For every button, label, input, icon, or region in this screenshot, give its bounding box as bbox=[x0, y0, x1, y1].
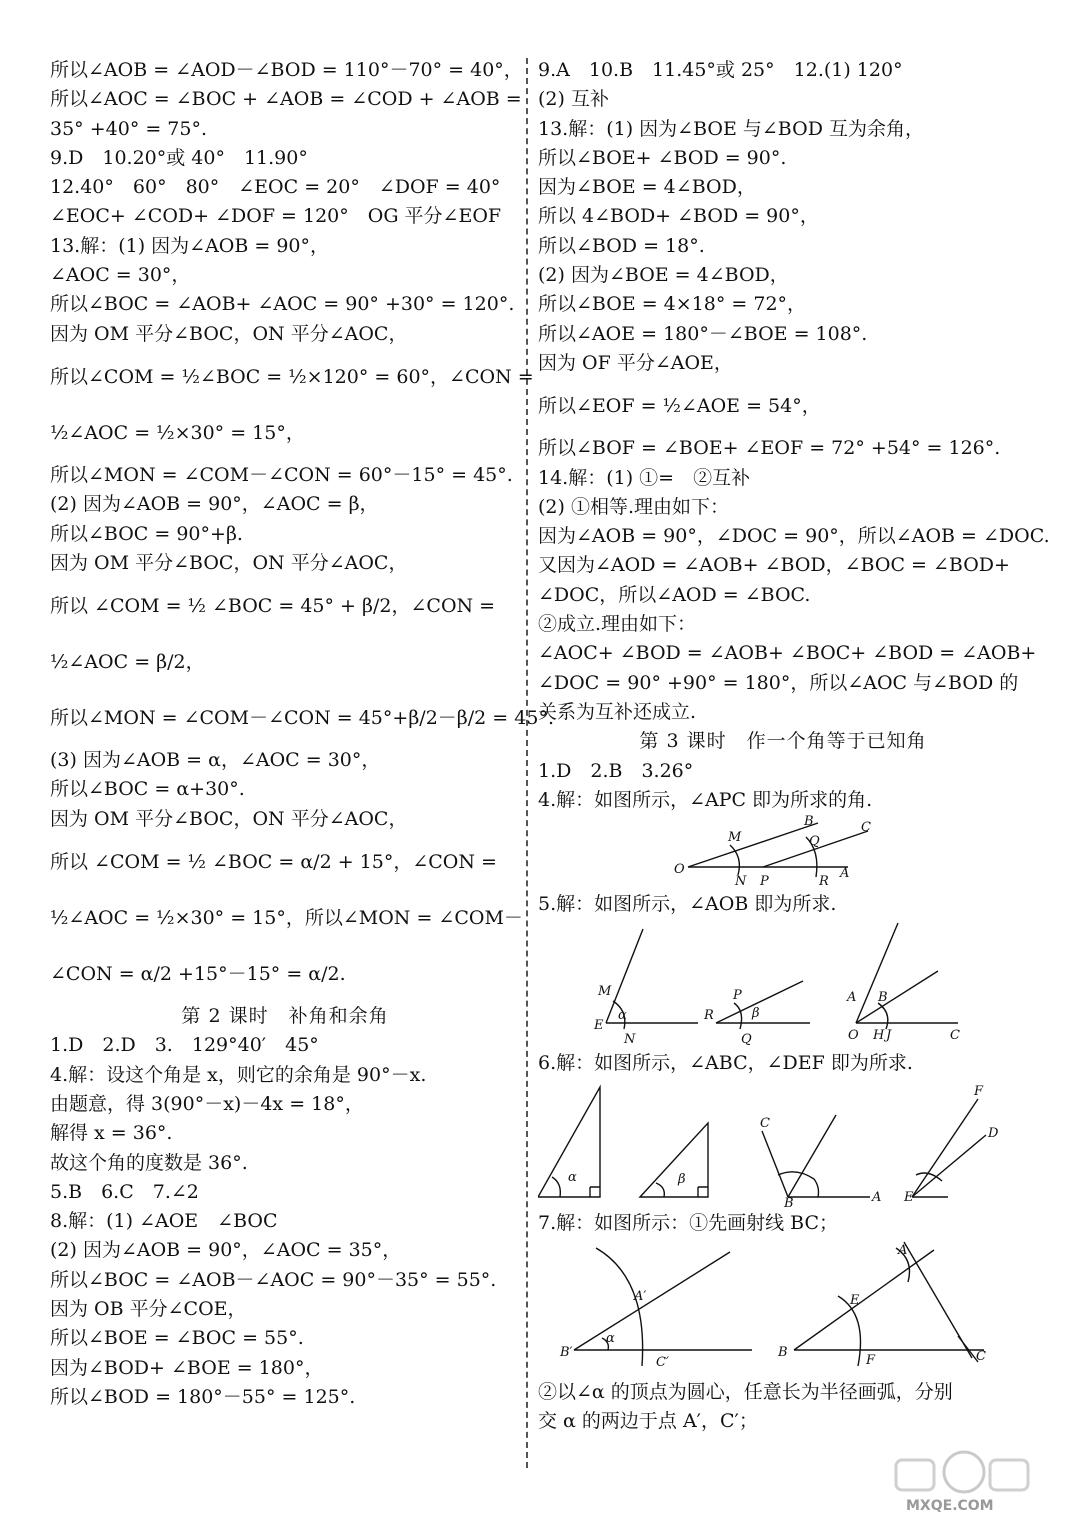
text-line: 1.D 2.D 3. 129°40′ 45° bbox=[50, 1034, 319, 1057]
text-line: 所以∠MON = ∠COM－∠CON = 45°+β/2－β/2 = 45°. bbox=[50, 707, 554, 730]
angle-label: α bbox=[568, 1169, 577, 1185]
text-line: ∠AOC = 30°， bbox=[50, 264, 191, 287]
text-line: ②成立.理由如下： bbox=[538, 613, 697, 636]
text-line: (2) 因为∠BOE = 4∠BOD， bbox=[538, 264, 789, 287]
point-label: A bbox=[847, 990, 857, 1006]
text-line: 关系为互补还成立. bbox=[538, 700, 697, 723]
text-line: ∠AOC+ ∠BOD = ∠AOB+ ∠BOC+ ∠BOD = ∠AOB+ bbox=[538, 642, 1037, 665]
text-line: 故这个角的度数是 36°. bbox=[50, 1151, 248, 1174]
point-label: A bbox=[840, 866, 850, 882]
text-line: 9.A 10.B 11.45°或 25° 12.(1) 120° bbox=[538, 59, 903, 81]
point-label: C′ bbox=[656, 1355, 669, 1371]
point-label: C bbox=[760, 1115, 770, 1131]
point-label: A′ bbox=[634, 1289, 647, 1305]
text-line: 因为 OM 平分∠BOC，ON 平分∠AOC， bbox=[50, 322, 408, 345]
text-line: 所以∠BOD = 18°. bbox=[538, 234, 705, 257]
text-line: 12.40° 60° 80° ∠EOC = 20° ∠DOF = 40° bbox=[50, 176, 501, 199]
point-label: β bbox=[752, 1006, 760, 1022]
point-label: N bbox=[735, 874, 747, 890]
point-label: B bbox=[804, 815, 814, 830]
text-line: 5.解：如图所示，∠AOB 即为所求. bbox=[538, 893, 837, 916]
angle-label: β bbox=[678, 1171, 686, 1187]
text-line: 1.D 2.B 3.26° bbox=[538, 759, 694, 782]
watermark-text: MXQE.COM bbox=[906, 1498, 994, 1514]
text-line: (2) 互补 bbox=[538, 88, 609, 111]
text-line: 8.解：(1) ∠AOE ∠BOC bbox=[50, 1210, 278, 1233]
text-line: 13.解：(1) 因为∠AOB = 90°， bbox=[50, 234, 330, 257]
section-heading: 第 2 课时 补角和余角 bbox=[181, 1005, 389, 1028]
text-line: 因为∠BOD+ ∠BOE = 180°， bbox=[50, 1356, 324, 1379]
text-line: 所以 4∠BOD+ ∠BOD = 90°， bbox=[538, 205, 819, 228]
point-label: M bbox=[728, 830, 742, 846]
point-label: J bbox=[886, 1028, 892, 1044]
point-label: A bbox=[898, 1243, 908, 1259]
point-label: E bbox=[904, 1189, 914, 1205]
text-line: ½∠AOC = β/2， bbox=[50, 651, 205, 674]
point-label: E bbox=[850, 1293, 860, 1309]
text-line: 35° +40° = 75°. bbox=[50, 117, 208, 140]
text-line: 交 α 的两边于点 A′，C′； bbox=[538, 1410, 758, 1433]
text-line: ∠DOC，所以∠AOD = ∠BOC. bbox=[538, 583, 811, 606]
text-line: ②以∠α 的顶点为圆心，任意长为半径画弧，分别 bbox=[538, 1381, 953, 1404]
point-label: Q bbox=[809, 834, 820, 850]
watermark-logo bbox=[886, 1446, 1036, 1516]
point-label: α bbox=[618, 1008, 627, 1024]
point-label: F bbox=[866, 1353, 876, 1369]
point-label: B bbox=[784, 1195, 794, 1209]
text-line: 又因为∠AOD = ∠AOB+ ∠BOD，∠BOC = ∠BOD+ bbox=[538, 554, 1010, 577]
point-label: R bbox=[704, 1008, 714, 1024]
text-line: 4.解：如图所示，∠APC 即为所求的角. bbox=[538, 788, 873, 811]
text-line: 所以∠BOC = 90°+β. bbox=[50, 522, 243, 545]
text-line: 所以∠EOF = ½∠AOE = 54°， bbox=[538, 395, 821, 418]
text-line: 所以∠BOE = 4×18° = 72°， bbox=[538, 293, 807, 316]
text-line: (3) 因为∠AOB = α，∠AOC = 30°， bbox=[50, 749, 381, 772]
column-divider bbox=[526, 58, 528, 1468]
section-heading: 第 3 课时 作一个角等于已知角 bbox=[639, 730, 927, 753]
text-line: 所以∠MON = ∠COM－∠CON = 60°－15° = 45°. bbox=[50, 463, 513, 486]
point-label: M bbox=[598, 984, 612, 1000]
point-label: P bbox=[760, 874, 769, 890]
text-line: 因为 OB 平分∠COE， bbox=[50, 1298, 247, 1321]
text-line: (2) 因为∠AOB = 90°，∠AOC = β， bbox=[50, 493, 379, 516]
point-label: R bbox=[819, 874, 829, 890]
text-line: 所以∠COM = ½∠BOC = ½×120° = 60°，∠CON = bbox=[50, 365, 534, 388]
point-label: O bbox=[674, 862, 685, 878]
text-line: ½∠AOC = ½×30° = 15°， bbox=[50, 421, 305, 444]
point-label: C bbox=[976, 1349, 986, 1365]
text-line: 所以∠AOE = 180°－∠BOE = 108°. bbox=[538, 322, 868, 345]
point-label: Q bbox=[741, 1032, 752, 1048]
figure-6 bbox=[538, 1079, 1028, 1209]
text-line: 因为 OM 平分∠BOC，ON 平分∠AOC， bbox=[50, 551, 408, 574]
point-label: P bbox=[733, 988, 742, 1004]
text-line: 所以∠BOE+ ∠BOD = 90°. bbox=[538, 146, 787, 169]
point-label: F bbox=[974, 1083, 984, 1099]
text-line: 9.D 10.20°或 40° 11.90° bbox=[50, 146, 308, 169]
figure-5 bbox=[538, 919, 1028, 1049]
point-label: A bbox=[872, 1189, 882, 1205]
text-line: 7.解：如图所示：①先画射线 BC； bbox=[538, 1211, 839, 1234]
point-label: O bbox=[848, 1028, 859, 1044]
text-line: 所以∠BOC = ∠AOB+ ∠AOC = 90° +30° = 120°. bbox=[50, 293, 515, 316]
point-label: H bbox=[873, 1028, 885, 1044]
text-line: 6.解：如图所示，∠ABC，∠DEF 即为所求. bbox=[538, 1052, 913, 1075]
point-label: C bbox=[861, 820, 871, 836]
point-label: C bbox=[950, 1028, 960, 1044]
text-line: 因为∠AOB = 90°，∠DOC = 90°，所以∠AOB = ∠DOC. bbox=[538, 525, 1050, 548]
text-line: ∠CON = α/2 +15°－15° = α/2. bbox=[50, 963, 346, 986]
text-line: 所以∠BOE = ∠BOC = 55°. bbox=[50, 1327, 304, 1350]
text-line: 所以∠BOF = ∠BOE+ ∠EOF = 72° +54° = 126°. bbox=[538, 437, 1001, 460]
text-line: 因为∠BOE = 4∠BOD， bbox=[538, 176, 756, 199]
point-label: B bbox=[878, 990, 888, 1006]
point-label: N bbox=[624, 1032, 636, 1048]
text-line: 14.解：(1) ①= ②互补 bbox=[538, 466, 751, 489]
text-line: 所以∠AOB = ∠AOD－∠BOD = 110°－70° = 40°， bbox=[50, 59, 523, 81]
right-column bbox=[538, 56, 1050, 1437]
figure-7 bbox=[538, 1238, 1028, 1378]
text-line: ½∠AOC = ½×30° = 15°，所以∠MON = ∠COM－ bbox=[50, 907, 523, 930]
figure-4 bbox=[538, 815, 1028, 890]
text-line: 由题意，得 3(90°－x)－4x = 18°， bbox=[50, 1092, 364, 1115]
text-line: 因为 OF 平分∠AOE， bbox=[538, 351, 733, 374]
text-line: 所以∠BOC = α+30°. bbox=[50, 778, 245, 801]
text-line: 所以∠AOC = ∠BOC + ∠AOB = ∠COD + ∠AOB = bbox=[50, 88, 522, 111]
text-line: 所以∠BOC = ∠AOB－∠AOC = 90°－35° = 55°. bbox=[50, 1268, 497, 1291]
text-line: ∠DOC = 90° +90° = 180°，所以∠AOC 与∠BOD 的 bbox=[538, 671, 1019, 694]
text-line: 所以 ∠COM = ½ ∠BOC = 45° + β/2，∠CON = bbox=[50, 595, 496, 618]
point-label: B bbox=[778, 1345, 788, 1361]
text-line: 所以 ∠COM = ½ ∠BOC = α/2 + 15°，∠CON = bbox=[50, 851, 497, 874]
angle-label: α bbox=[606, 1331, 615, 1347]
point-label: D bbox=[988, 1125, 999, 1141]
left-column bbox=[50, 56, 554, 1412]
text-line: (2) 因为∠AOB = 90°，∠AOC = 35°， bbox=[50, 1239, 402, 1262]
text-line: 5.B 6.C 7.∠2 bbox=[50, 1180, 199, 1203]
text-line: 因为 OM 平分∠BOC，ON 平分∠AOC， bbox=[50, 807, 408, 830]
text-line: (2) ①相等.理由如下： bbox=[538, 495, 729, 518]
point-label: B′ bbox=[560, 1345, 573, 1361]
text-line: ∠EOC+ ∠COD+ ∠DOF = 120° OG 平分∠EOF bbox=[50, 205, 502, 228]
point-label: E bbox=[594, 1018, 604, 1034]
text-line: 4.解：设这个角是 x，则它的余角是 90°－x. bbox=[50, 1063, 427, 1086]
text-line: 13.解：(1) 因为∠BOE 与∠BOD 互为余角， bbox=[538, 117, 924, 140]
text-line: 解得 x = 36°. bbox=[50, 1122, 173, 1145]
text-line: 所以∠BOD = 180°－55° = 125°. bbox=[50, 1385, 356, 1408]
